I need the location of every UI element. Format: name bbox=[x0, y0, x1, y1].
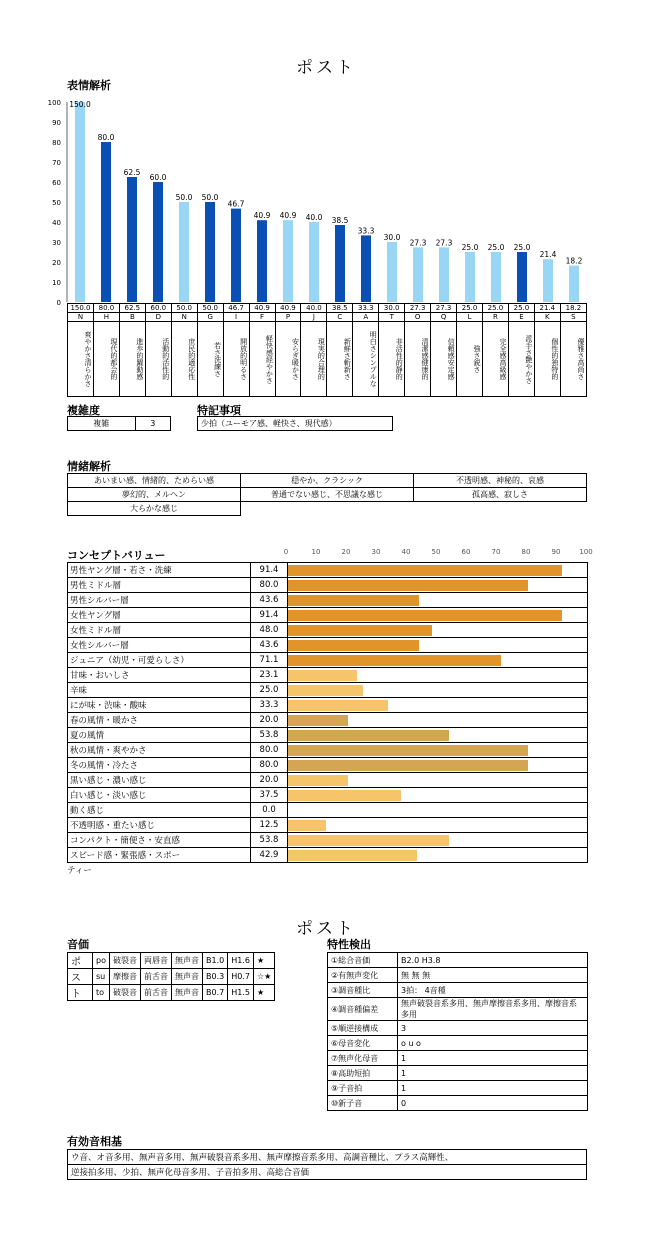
feature-cell: ⑦無声化母音 bbox=[328, 1051, 398, 1066]
concept-bar bbox=[288, 775, 348, 786]
concept-row bbox=[68, 758, 588, 773]
y-tick-label: 100 bbox=[47, 99, 61, 107]
concept-category: 不透明感・重たい感じ bbox=[68, 818, 251, 833]
concept-overflow-text: ティー bbox=[67, 866, 92, 876]
bar-value-label: 25.0 bbox=[487, 243, 505, 252]
effect-line-1: ウ音、オ音多用、無声音多用、無声破裂音系多用、無声摩擦音系多用、高調音種比、プラス高輝性、 bbox=[68, 1150, 587, 1165]
concept-bar bbox=[288, 745, 528, 756]
concept-row bbox=[68, 743, 588, 758]
bar-value-label: 50.0 bbox=[201, 193, 219, 202]
x-tick-label: 100 bbox=[579, 548, 593, 556]
grid-descriptor-cell: 完全感高級感 bbox=[483, 322, 509, 397]
bar bbox=[491, 252, 501, 302]
feature-cell: ④調音種偏差 bbox=[328, 998, 398, 1021]
concept-value: 53.8 bbox=[251, 728, 288, 743]
emotion-cell: 大らかな感じ bbox=[68, 502, 241, 516]
concept-bar bbox=[288, 610, 562, 621]
grid-letter-cell: E bbox=[508, 313, 534, 322]
bar-value-label: 21.4 bbox=[539, 250, 557, 260]
concept-row bbox=[68, 683, 588, 698]
concept-value: 43.6 bbox=[251, 638, 288, 653]
concept-row bbox=[68, 803, 588, 818]
notes-table bbox=[197, 416, 393, 431]
grid-descriptor-cell: 現代的都会的 bbox=[93, 322, 119, 397]
bar-value-label: 40.0 bbox=[305, 213, 323, 222]
concept-category: ジュニア（幼児・可愛らしさ） bbox=[68, 653, 251, 668]
onka-cell: B0.3 bbox=[202, 969, 227, 985]
concept-bar bbox=[288, 640, 419, 651]
feature-cell: ⑩新子音 bbox=[328, 1096, 398, 1111]
bar-value-label: 40.9 bbox=[253, 211, 271, 221]
x-tick-label: 50 bbox=[431, 548, 441, 556]
feature-row bbox=[328, 998, 588, 1021]
concept-value: 53.8 bbox=[251, 833, 288, 848]
concept-value: 33.3 bbox=[251, 698, 288, 713]
emotion-cell: 穏やか、クラシック bbox=[241, 474, 414, 488]
feature-cell: o u o bbox=[398, 1036, 588, 1051]
concept-bar bbox=[288, 595, 419, 606]
effect-label: 有効音相基 bbox=[67, 1135, 122, 1148]
onka-row bbox=[68, 953, 275, 969]
feature-cell: 無声破裂音系多用、無声摩擦音系多用、摩擦音系多用 bbox=[398, 998, 588, 1021]
feature-cell: 0 bbox=[398, 1096, 588, 1111]
concept-bar bbox=[288, 655, 501, 666]
concept-value: 20.0 bbox=[251, 713, 288, 728]
feature-row bbox=[328, 1066, 588, 1081]
concept-category: 女性ミドル層 bbox=[68, 623, 251, 638]
concept-bar bbox=[288, 730, 449, 741]
x-tick-label: 40 bbox=[401, 548, 411, 556]
grid-value-cell: 60.0 bbox=[145, 304, 171, 313]
concept-row bbox=[68, 623, 588, 638]
concept-bar bbox=[288, 850, 417, 861]
grid-descriptor-cell: 強さ鋭さ bbox=[457, 322, 483, 397]
concept-value: 80.0 bbox=[251, 758, 288, 773]
feature-label: 特性検出 bbox=[327, 938, 371, 951]
bar bbox=[179, 202, 189, 302]
bar bbox=[231, 209, 241, 302]
grid-letter-cell: P bbox=[275, 313, 301, 322]
concept-category: 白い感じ・淡い感じ bbox=[68, 788, 251, 803]
feature-row bbox=[328, 968, 588, 983]
bar-value-label: 18.2 bbox=[565, 256, 583, 266]
concept-value-label: コンセプトバリュー bbox=[67, 549, 166, 562]
concept-bar bbox=[288, 790, 401, 801]
bar-value-label: 62.5 bbox=[123, 168, 141, 177]
feature-cell: ②有無声変化 bbox=[328, 968, 398, 983]
grid-letter-cell: O bbox=[405, 313, 431, 322]
expression-analysis-label: 表情解析 bbox=[67, 79, 111, 92]
bar bbox=[387, 242, 397, 302]
onka-cell: 破裂音 bbox=[109, 985, 140, 1001]
onka-label: 音価 bbox=[67, 938, 89, 951]
concept-row bbox=[68, 593, 588, 608]
grid-descriptor-cell: 安らぎ暖かさ bbox=[275, 322, 301, 397]
onka-cell: 摩擦音 bbox=[109, 969, 140, 985]
concept-row bbox=[68, 653, 588, 668]
bar bbox=[101, 142, 111, 302]
bar bbox=[413, 247, 423, 302]
x-tick-label: 90 bbox=[551, 548, 561, 556]
onka-cell: po bbox=[93, 953, 110, 969]
y-tick-label: 80 bbox=[52, 139, 61, 147]
grid-value-cell: 46.7 bbox=[223, 304, 249, 313]
grid-descriptor-cell: 派手さ艶やかさ bbox=[508, 322, 534, 397]
concept-value: 43.6 bbox=[251, 593, 288, 608]
grid-letter-cell: C bbox=[327, 313, 353, 322]
feature-cell: 3拍： 4音種 bbox=[398, 983, 588, 998]
grid-value-cell: 18.2 bbox=[560, 304, 586, 313]
onka-cell: 両唇音 bbox=[140, 953, 171, 969]
concept-category: 甘味・おいしさ bbox=[68, 668, 251, 683]
concept-bar bbox=[288, 820, 326, 831]
grid-descriptor-cell: 庶民的適応性 bbox=[171, 322, 197, 397]
concept-category: 女性ヤング層 bbox=[68, 608, 251, 623]
grid-value-cell: 80.0 bbox=[93, 304, 119, 313]
grid-value-cell: 50.0 bbox=[171, 304, 197, 313]
grid-descriptor-cell: 現実的合理的 bbox=[301, 322, 327, 397]
concept-category: 辛味 bbox=[68, 683, 251, 698]
grid-descriptor-cell: 爽やかさ清らかさ bbox=[68, 322, 94, 397]
concept-category: 冬の風情・冷たさ bbox=[68, 758, 251, 773]
grid-descriptor-cell: 活動的活性的 bbox=[145, 322, 171, 397]
grid-letter-cell: Q bbox=[431, 313, 457, 322]
grid-value-cell: 30.0 bbox=[379, 304, 405, 313]
grid-letter-cell: T bbox=[379, 313, 405, 322]
concept-axis bbox=[280, 545, 600, 563]
bar bbox=[309, 222, 319, 302]
concept-bar bbox=[288, 565, 562, 576]
x-tick-label: 30 bbox=[371, 548, 381, 556]
onka-cell: 無声音 bbox=[171, 985, 202, 1001]
feature-cell: ⑥母音変化 bbox=[328, 1036, 398, 1051]
feature-cell: 1 bbox=[398, 1051, 588, 1066]
grid-value-cell: 27.3 bbox=[405, 304, 431, 313]
bar bbox=[517, 252, 527, 302]
bar-value-label: 38.5 bbox=[331, 216, 349, 225]
onka-cell: ト bbox=[68, 985, 93, 1001]
grid-descriptor-cell: 若さ洗練さ bbox=[197, 322, 223, 397]
grid-value-cell: 27.3 bbox=[431, 304, 457, 313]
concept-value: 48.0 bbox=[251, 623, 288, 638]
notes-label: 特記事項 bbox=[197, 404, 241, 417]
grid-letter-cell: S bbox=[560, 313, 586, 322]
effect-line-2: 逆接拍多用、少拍、無声化母音多用、子音拍多用、高総合音価 bbox=[68, 1165, 587, 1180]
effect-table bbox=[67, 1149, 587, 1180]
x-tick-label: 20 bbox=[341, 548, 351, 556]
grid-value-cell: 25.0 bbox=[483, 304, 509, 313]
grid-letter-cell: N bbox=[171, 313, 197, 322]
feature-cell: 1 bbox=[398, 1066, 588, 1081]
onka-row bbox=[68, 985, 275, 1001]
grid-descriptor-cell: 優雅さ高尚さ bbox=[560, 322, 586, 397]
emotion-cell: 普通でない感じ、不思議な感じ bbox=[241, 488, 414, 502]
onka-row bbox=[68, 969, 275, 985]
concept-bar bbox=[288, 760, 528, 771]
grid-letter-cell: I bbox=[223, 313, 249, 322]
onka-cell: H1.5 bbox=[228, 985, 254, 1001]
grid-value-cell: 50.0 bbox=[197, 304, 223, 313]
bar-value-label: 46.7 bbox=[227, 199, 245, 209]
concept-row bbox=[68, 818, 588, 833]
concept-value: 25.0 bbox=[251, 683, 288, 698]
onka-cell: 無声音 bbox=[171, 953, 202, 969]
concept-row bbox=[68, 773, 588, 788]
concept-row bbox=[68, 728, 588, 743]
feature-cell: 無 無 無 bbox=[398, 968, 588, 983]
expression-grid bbox=[67, 303, 587, 397]
notes-value: 少拍（ユーモア感、軽快さ、現代感） bbox=[198, 417, 393, 431]
concept-value: 91.4 bbox=[251, 608, 288, 623]
bar-value-label: 60.0 bbox=[149, 173, 167, 182]
grid-descriptor-cell: 新鮮さ斬新さ bbox=[327, 322, 353, 397]
grid-letter-cell: F bbox=[249, 313, 275, 322]
grid-value-cell: 150.0 bbox=[68, 304, 94, 313]
y-tick-label: 40 bbox=[52, 219, 61, 227]
y-tick-label: 70 bbox=[52, 159, 61, 167]
concept-value: 80.0 bbox=[251, 578, 288, 593]
feature-cell: B2.0 H3.8 bbox=[398, 953, 588, 968]
bar-value-label: 150.0 bbox=[69, 100, 91, 109]
concept-category: 女性シルバー層 bbox=[68, 638, 251, 653]
grid-descriptor-cell: 開放的明るさ bbox=[223, 322, 249, 397]
grid-value-cell: 33.3 bbox=[353, 304, 379, 313]
grid-descriptor-cell: 非活性的静的 bbox=[379, 322, 405, 397]
y-tick-label: 90 bbox=[52, 119, 61, 127]
bar bbox=[361, 235, 371, 302]
bar-value-label: 25.0 bbox=[461, 243, 479, 252]
concept-category: 秋の風情・爽やかさ bbox=[68, 743, 251, 758]
bar-value-label: 33.3 bbox=[357, 226, 375, 236]
expression-bar-chart bbox=[40, 94, 600, 306]
grid-letter-cell: B bbox=[119, 313, 145, 322]
grid-letter-cell: H bbox=[93, 313, 119, 322]
grid-value-cell: 25.0 bbox=[508, 304, 534, 313]
concept-row bbox=[68, 608, 588, 623]
complexity-value: 3 bbox=[135, 417, 171, 431]
onka-cell: B1.0 bbox=[202, 953, 227, 969]
bar bbox=[283, 220, 293, 302]
x-tick-label: 70 bbox=[491, 548, 501, 556]
page2-title: ポスト bbox=[296, 919, 356, 939]
bar bbox=[205, 202, 215, 302]
feature-row bbox=[328, 1021, 588, 1036]
grid-value-cell: 40.9 bbox=[249, 304, 275, 313]
concept-row bbox=[68, 713, 588, 728]
complexity-table bbox=[67, 416, 171, 431]
bar-value-label: 30.0 bbox=[383, 233, 401, 242]
concept-category: 男性シルバー層 bbox=[68, 593, 251, 608]
bar-value-label: 80.0 bbox=[97, 133, 115, 142]
concept-bar bbox=[288, 670, 357, 681]
grid-value-cell: 62.5 bbox=[119, 304, 145, 313]
bar bbox=[543, 259, 553, 302]
bar bbox=[127, 177, 137, 302]
bar bbox=[153, 182, 163, 302]
onka-cell: H0.7 bbox=[228, 969, 254, 985]
grid-letter-cell: N bbox=[68, 313, 94, 322]
y-tick-label: 30 bbox=[52, 239, 61, 247]
grid-value-cell: 21.4 bbox=[534, 304, 560, 313]
onka-table bbox=[67, 952, 275, 1001]
onka-cell: to bbox=[93, 985, 110, 1001]
grid-letter-cell: K bbox=[534, 313, 560, 322]
feature-table bbox=[327, 952, 588, 1111]
y-tick-label: 10 bbox=[52, 279, 61, 287]
x-tick-label: 10 bbox=[311, 548, 321, 556]
feature-cell: ⑨子音拍 bbox=[328, 1081, 398, 1096]
grid-value-cell: 40.9 bbox=[275, 304, 301, 313]
emotion-cell: あいまい感、情緒的、ためらい感 bbox=[68, 474, 241, 488]
grid-letter-cell: L bbox=[457, 313, 483, 322]
feature-row bbox=[328, 953, 588, 968]
bar bbox=[75, 102, 85, 302]
concept-category: コンパクト・簡便さ・安直感 bbox=[68, 833, 251, 848]
grid-descriptor-cell: 進歩的躍動感 bbox=[119, 322, 145, 397]
concept-bar bbox=[288, 685, 363, 696]
concept-bar bbox=[288, 700, 388, 711]
feature-cell: ⑧高助短拍 bbox=[328, 1066, 398, 1081]
y-tick-label: 60 bbox=[52, 179, 61, 187]
grid-descriptor-cell: 信頼感安定感 bbox=[431, 322, 457, 397]
page-title: ポスト bbox=[296, 58, 356, 78]
grid-letter-cell: R bbox=[483, 313, 509, 322]
concept-row bbox=[68, 638, 588, 653]
bar-value-label: 27.3 bbox=[435, 238, 453, 248]
onka-cell: ス bbox=[68, 969, 93, 985]
y-tick-label: 0 bbox=[56, 299, 61, 306]
concept-row bbox=[68, 578, 588, 593]
concept-category: にが味・渋味・酸味 bbox=[68, 698, 251, 713]
onka-cell: ポ bbox=[68, 953, 93, 969]
bar bbox=[439, 247, 449, 302]
bar-value-label: 40.9 bbox=[279, 211, 297, 221]
onka-cell: 破裂音 bbox=[109, 953, 140, 969]
concept-value: 91.4 bbox=[251, 563, 288, 578]
onka-cell: B0.7 bbox=[202, 985, 227, 1001]
y-tick-label: 50 bbox=[52, 199, 61, 207]
bar-value-label: 50.0 bbox=[175, 193, 193, 202]
feature-row bbox=[328, 983, 588, 998]
feature-row bbox=[328, 1051, 588, 1066]
onka-cell: 無声音 bbox=[171, 969, 202, 985]
concept-row bbox=[68, 788, 588, 803]
concept-table bbox=[67, 562, 588, 863]
feature-cell: ⑤順逆接構成 bbox=[328, 1021, 398, 1036]
emotion-cell bbox=[414, 502, 587, 516]
concept-category: スピード感・緊張感・スポー bbox=[68, 848, 251, 863]
concept-category: 春の風情・暖かさ bbox=[68, 713, 251, 728]
bar bbox=[257, 220, 267, 302]
bar-value-label: 27.3 bbox=[409, 238, 427, 248]
grid-letter-cell: D bbox=[145, 313, 171, 322]
feature-row bbox=[328, 1081, 588, 1096]
grid-descriptor-cell: 個性的独特的 bbox=[534, 322, 560, 397]
onka-cell: ★ bbox=[253, 953, 274, 969]
concept-category: 男性ヤング層・若さ・洗練 bbox=[68, 563, 251, 578]
feature-row bbox=[328, 1096, 588, 1111]
concept-category: 夏の風情 bbox=[68, 728, 251, 743]
grid-letter-cell: G bbox=[197, 313, 223, 322]
emotion-cell: 不透明感、神秘的、哀感 bbox=[414, 474, 587, 488]
concept-row bbox=[68, 848, 588, 863]
complexity-name: 複雑 bbox=[68, 417, 136, 431]
grid-value-cell: 40.0 bbox=[301, 304, 327, 313]
concept-bar bbox=[288, 580, 528, 591]
feature-cell: ①総合音価 bbox=[328, 953, 398, 968]
bar-value-label: 25.0 bbox=[513, 243, 531, 252]
emotion-analysis-label: 情緒解析 bbox=[67, 460, 111, 473]
concept-value: 80.0 bbox=[251, 743, 288, 758]
feature-cell: 1 bbox=[398, 1081, 588, 1096]
bar bbox=[335, 225, 345, 302]
concept-value: 37.5 bbox=[251, 788, 288, 803]
emotion-table bbox=[67, 473, 587, 516]
x-tick-label: 0 bbox=[283, 548, 289, 556]
concept-value: 12.5 bbox=[251, 818, 288, 833]
concept-row bbox=[68, 668, 588, 683]
concept-category: 動く感じ bbox=[68, 803, 251, 818]
concept-bar bbox=[288, 715, 348, 726]
onka-cell: ☆★ bbox=[253, 969, 274, 985]
feature-cell: ③調音種比 bbox=[328, 983, 398, 998]
concept-value: 23.1 bbox=[251, 668, 288, 683]
grid-value-cell: 38.5 bbox=[327, 304, 353, 313]
x-tick-label: 60 bbox=[461, 548, 471, 556]
onka-cell: ★ bbox=[253, 985, 274, 1001]
concept-value: 71.1 bbox=[251, 653, 288, 668]
emotion-cell: 孤高感、寂しさ bbox=[414, 488, 587, 502]
concept-row bbox=[68, 563, 588, 578]
bar bbox=[569, 266, 579, 302]
onka-cell: 前舌音 bbox=[140, 985, 171, 1001]
onka-cell: 前舌音 bbox=[140, 969, 171, 985]
grid-descriptor-cell: 明白さシンプルな bbox=[353, 322, 379, 397]
concept-row bbox=[68, 698, 588, 713]
grid-letter-cell: A bbox=[353, 313, 379, 322]
feature-cell: 3 bbox=[398, 1021, 588, 1036]
onka-cell: su bbox=[93, 969, 110, 985]
concept-bar bbox=[288, 625, 432, 636]
onka-cell: H1.6 bbox=[228, 953, 254, 969]
grid-letter-cell: J bbox=[301, 313, 327, 322]
concept-row bbox=[68, 833, 588, 848]
concept-bar bbox=[288, 835, 449, 846]
grid-descriptor-cell: 清潔感健康的 bbox=[405, 322, 431, 397]
emotion-cell bbox=[241, 502, 414, 516]
grid-descriptor-cell: 軽快感経やかさ bbox=[249, 322, 275, 397]
complexity-label: 複雑度 bbox=[67, 404, 100, 417]
concept-category: 黒い感じ・濃い感じ bbox=[68, 773, 251, 788]
y-tick-label: 20 bbox=[52, 259, 61, 267]
concept-value: 20.0 bbox=[251, 773, 288, 788]
concept-value: 0.0 bbox=[251, 803, 288, 818]
grid-value-cell: 25.0 bbox=[457, 304, 483, 313]
x-tick-label: 80 bbox=[521, 548, 531, 556]
concept-category: 男性ミドル層 bbox=[68, 578, 251, 593]
emotion-cell: 夢幻的、メルヘン bbox=[68, 488, 241, 502]
concept-value: 42.9 bbox=[251, 848, 288, 863]
feature-row bbox=[328, 1036, 588, 1051]
bar bbox=[465, 252, 475, 302]
